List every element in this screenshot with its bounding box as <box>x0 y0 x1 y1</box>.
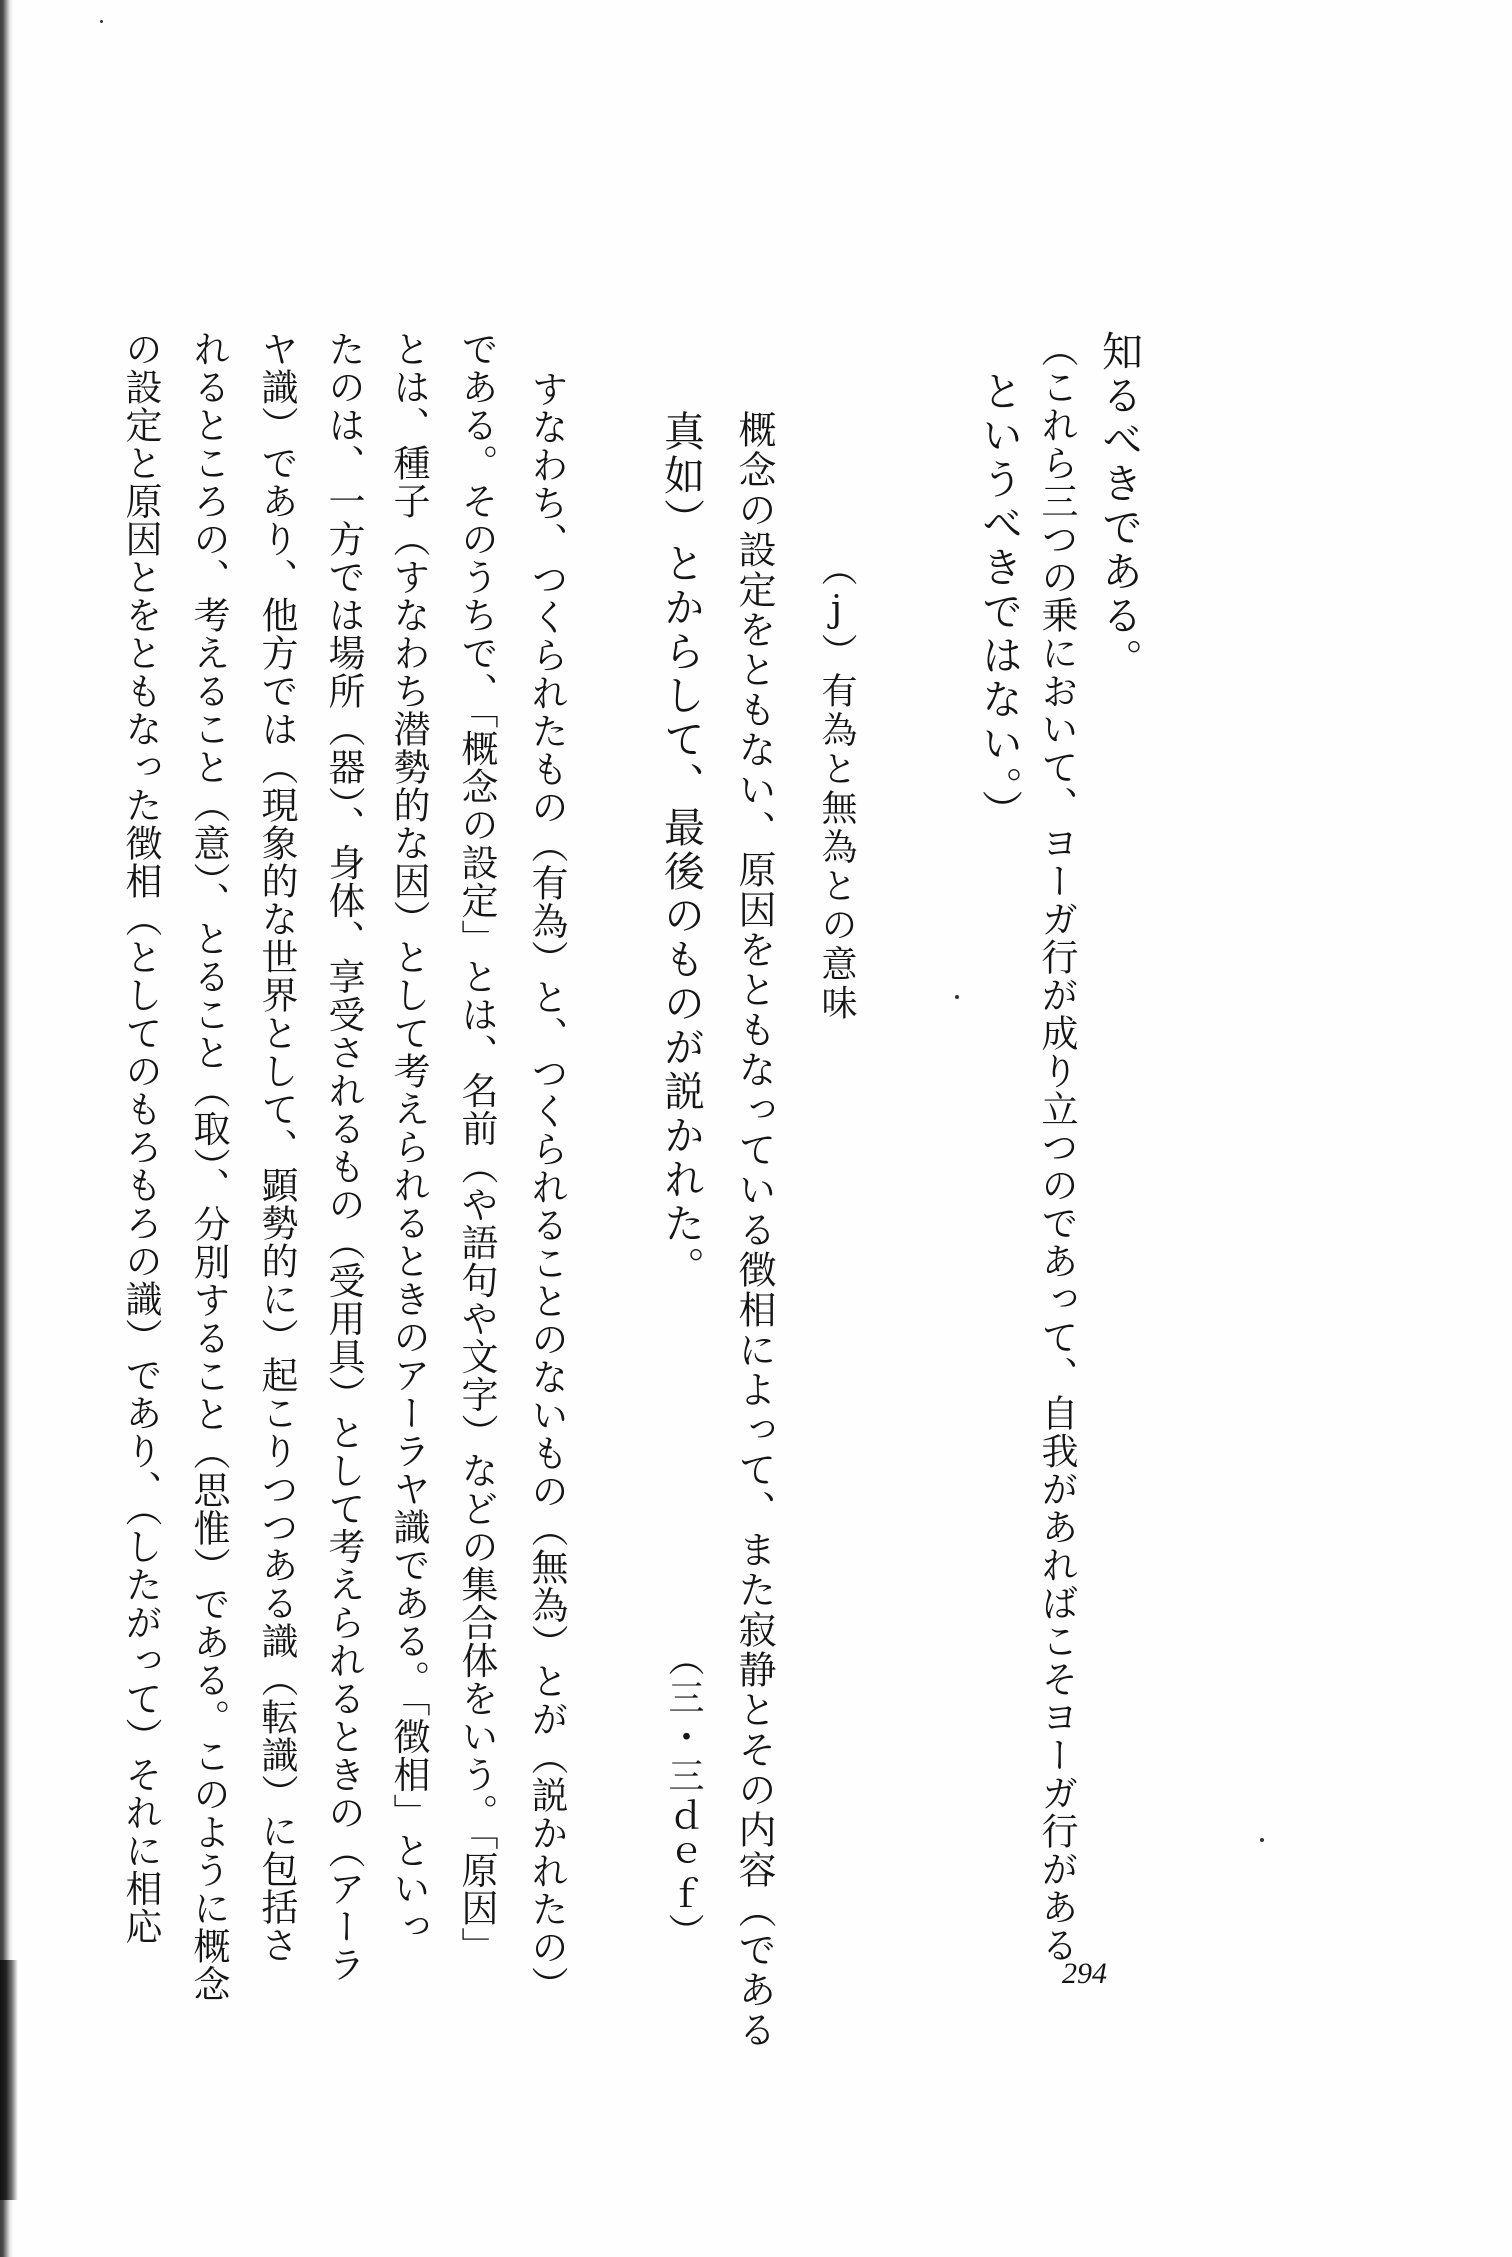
upper-passage-line-1: 知るべきである。 <box>1095 330 1143 682</box>
commentary-line-5: ヤ識）であり、他方では（現象的な世界として、顕勢的に）起こりつつある識（転識）に包括さ <box>255 330 298 1964</box>
upper-passage-line-3: というべきではない。） <box>975 370 1023 834</box>
commentary-line-2: である。そのうちで、「概念の設定」とは、名前（や語句や文字）などの集合体をいう。「原因」 <box>455 330 498 1965</box>
binding-edge-shadow <box>0 1960 18 2200</box>
section-j-reference: （三・三ｄｅｆ） <box>663 1640 704 1952</box>
section-j-line-2: 真如）とからして、最後のものが説かれた。 <box>657 410 705 1290</box>
scan-speck <box>1260 1838 1264 1842</box>
commentary-line-1: すなわち、つくられたもの（有為）と、つくられることのないもの（無為）とが（説かれたの） <box>525 370 568 2004</box>
commentary-line-3: とは、種子（すなわち潜勢的な因）として考えられるときのアーラヤ識である。「徴相」といっ <box>387 330 430 1946</box>
scan-speck <box>100 20 103 23</box>
binding-edge <box>0 0 14 2257</box>
commentary-line-6: れるところの、考えること（意）、とること（取）、分別すること（思惟）である。このように概念 <box>187 330 230 2003</box>
page-number: 294 <box>1062 1957 1107 1990</box>
commentary-line-7: の設定と原因とをともなった徴相（としてのもろもろの識）であり、（したがって）それに相応 <box>119 330 162 1946</box>
scan-speck <box>955 995 959 999</box>
commentary-line-4: たのは、一方では場所（器）、身体、享受されるもの（受用具）として考えられるときの（アーラ <box>322 330 365 1984</box>
section-j-line-1: 概念の設定をともない、原因をともなっている徴相によって、また寂静とその内容（である <box>732 410 776 2050</box>
upper-passage-line-2: （これら三つの乗において、ヨーガ行が成り立つのであって、自我があればこそヨーガ行がある <box>1035 330 1078 1964</box>
section-heading-j: （j）有為と無為との意味 <box>816 550 857 1023</box>
